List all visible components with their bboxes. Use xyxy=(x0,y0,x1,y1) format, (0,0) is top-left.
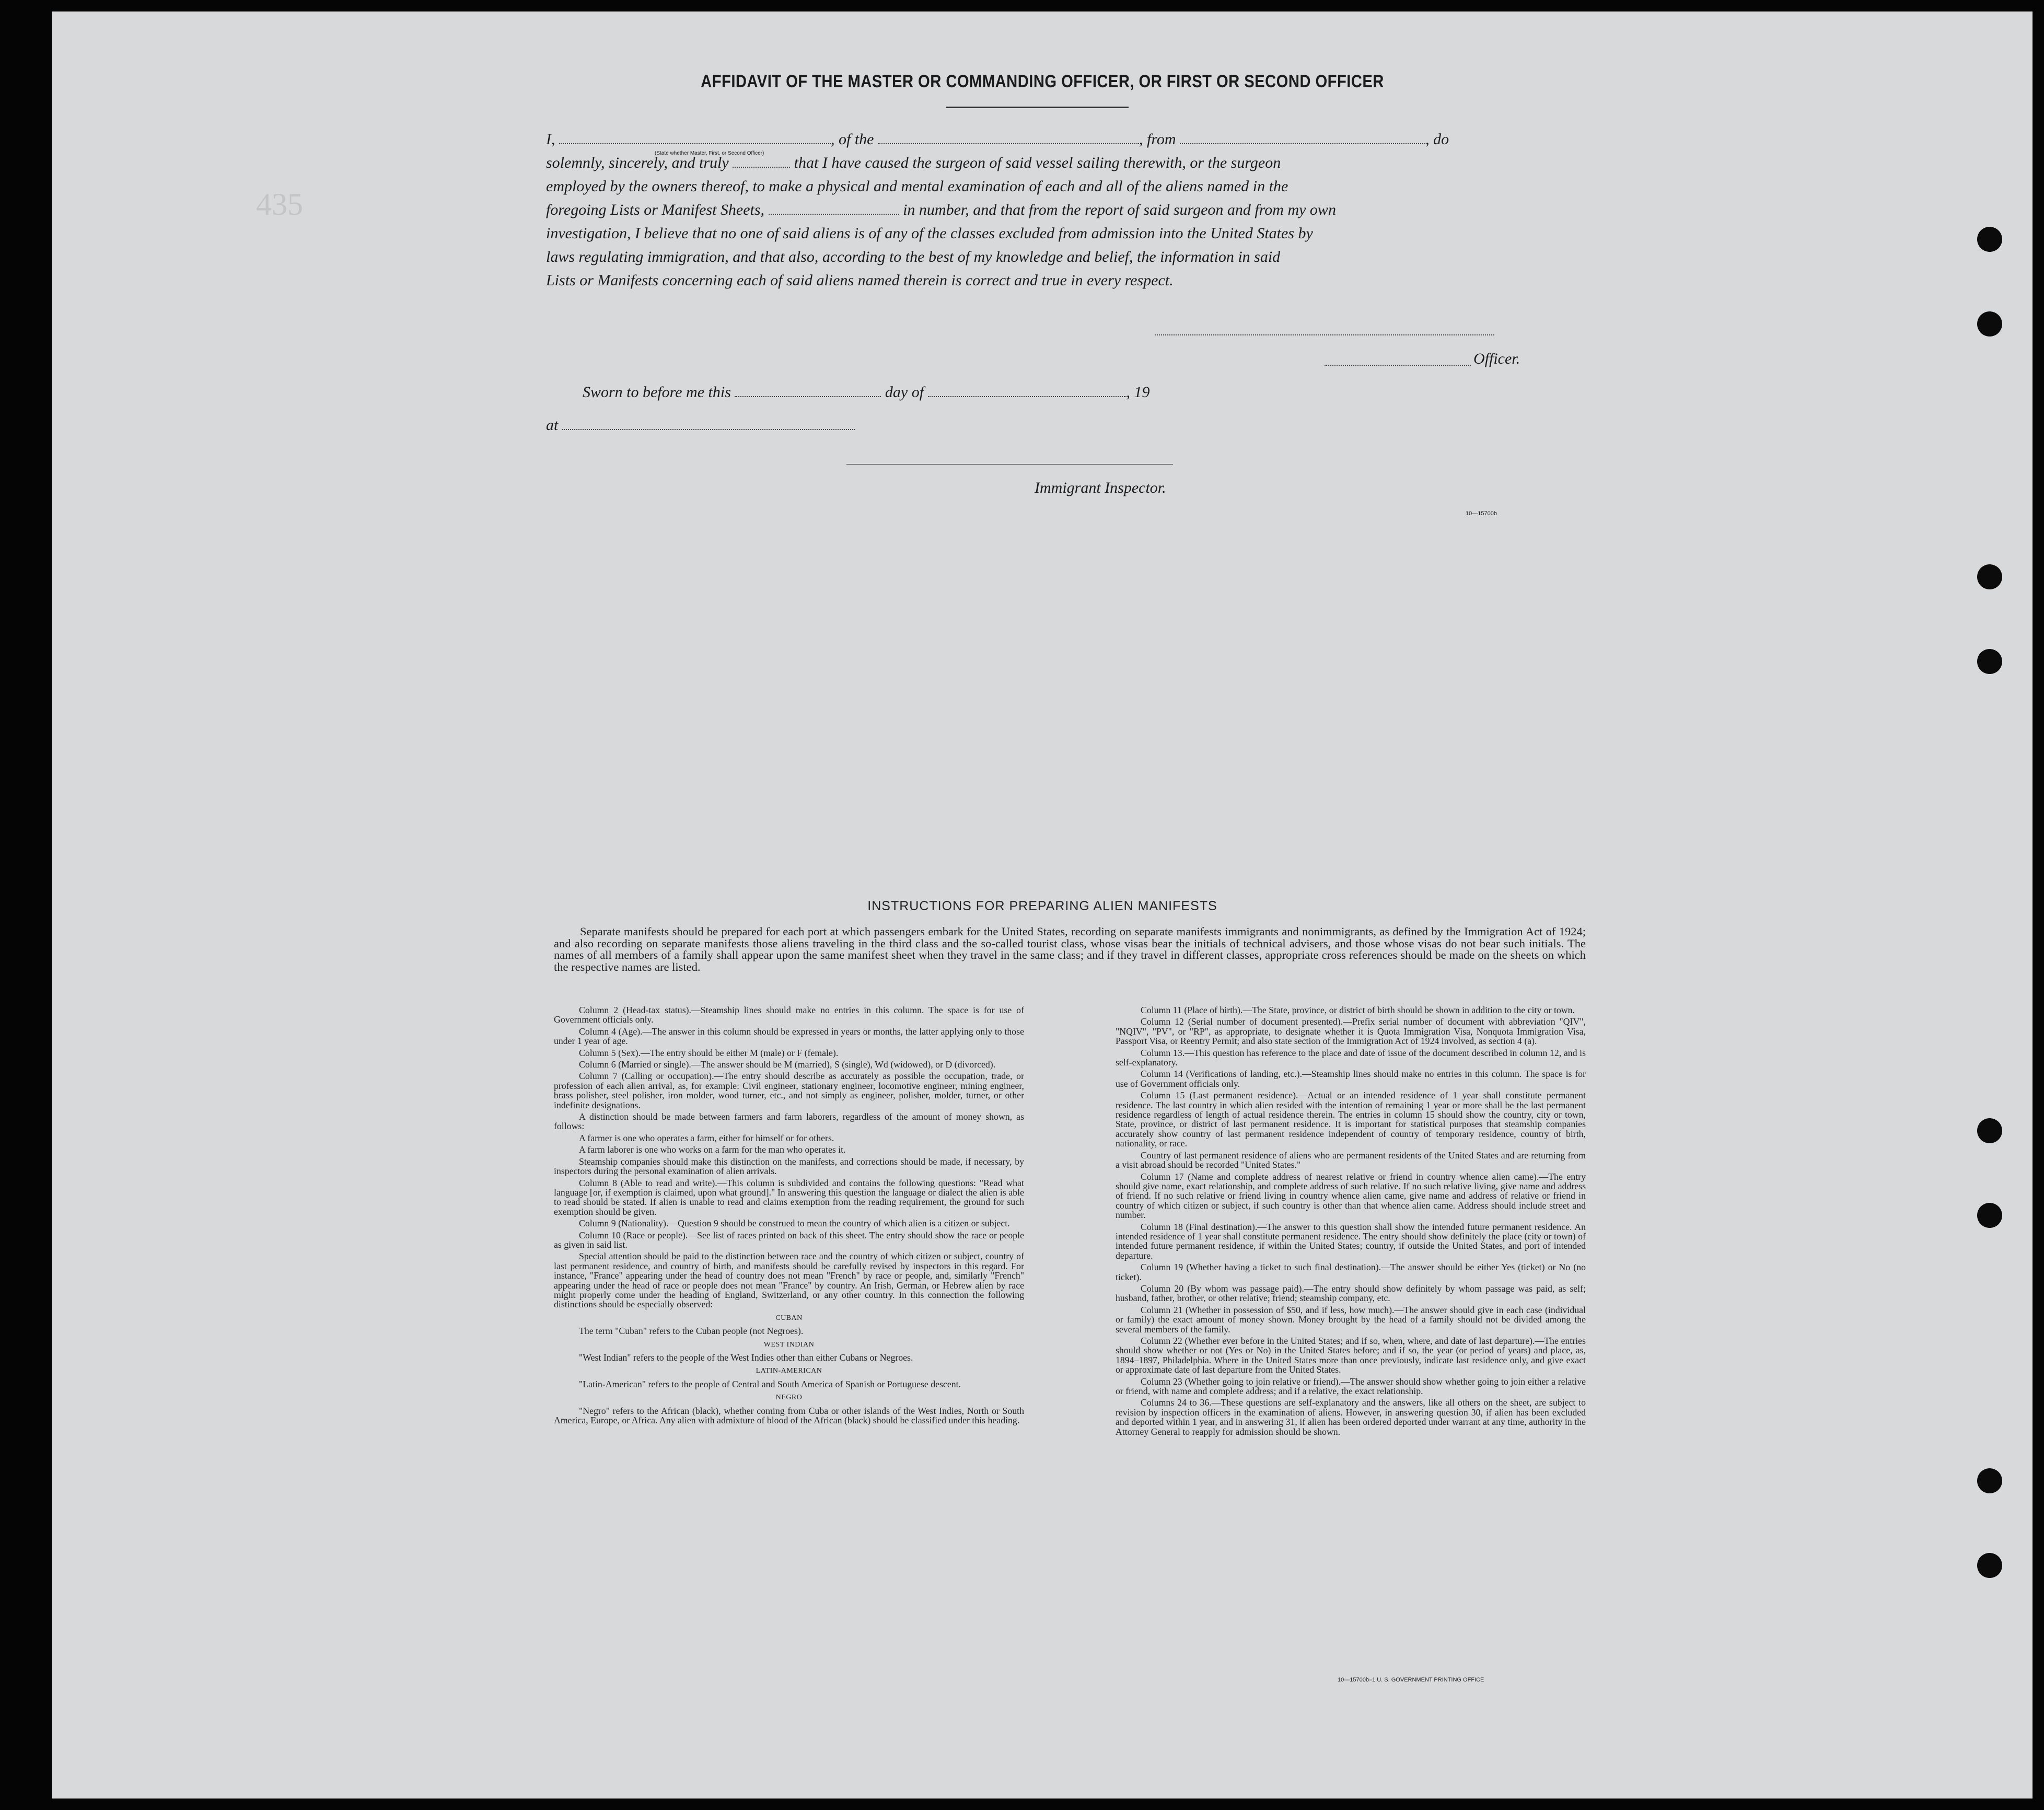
instruction-paragraph: Column 2 (Head-tax status).—Steamship lines should make no entries in this column. The space is for use of Government officials only. xyxy=(554,1005,1024,1025)
instruction-paragraph: Columns 24 to 36.—These questions are self-explanatory and the answers, like all others on the sheet, are subject to revision by inspection officers in the examination of aliens. However, in answering question 30, if alien has been excluded and deported within 1 year, and in answering 31, if alien has been ordered deported under warrant at any time, authority in the Attorney General to reapply for admission should be shown. xyxy=(1116,1397,1586,1437)
sworn-day-blank[interactable] xyxy=(735,387,881,397)
instruction-paragraph: Column 14 (Verifications of landing, etc.).—Steamship lines should make no entries in this column. The space is for use of Government officials only. xyxy=(1116,1069,1586,1089)
instruction-paragraph: Column 20 (By whom was passage paid).—The entry should show definitely by whom passage was paid, as self; husband, father, brother, or other relative; friend; steamship company, etc. xyxy=(1116,1283,1586,1304)
affidavit-line: foregoing Lists or Manifest Sheets, in number, and that from the report of said surgeon and from my own xyxy=(546,201,1336,218)
place-blank[interactable] xyxy=(562,420,855,430)
affidavit-line: employed by the owners thereof, to make a physical and mental examination of each and all of the aliens named in the xyxy=(546,178,1288,195)
punch-hole xyxy=(1977,1203,2002,1228)
instruction-paragraph: The term "Cuban" refers to the Cuban people (not Negroes). xyxy=(579,1326,804,1337)
instructions-right-column xyxy=(1116,1005,1586,1438)
punch-hole xyxy=(1977,649,2002,674)
sheet-count-blank[interactable] xyxy=(769,204,899,215)
instruction-paragraph: Column 5 (Sex).—The entry should be either M (male) or F (female). xyxy=(579,1047,839,1058)
instruction-paragraph: "West Indian" refers to the people of the West Indies other than either Cubans or Negroes. xyxy=(579,1352,913,1363)
affidavit-section xyxy=(52,11,2033,639)
instruction-paragraph: Column 10 (Race or people).—See list of races printed on back of this sheet. The entry should show the race or people as given in said list. xyxy=(554,1229,1024,1250)
sworn-line: Sworn to before me this day of , 19 xyxy=(583,384,1150,401)
instruction-paragraph: Column 9 (Nationality).—Question 9 should be construed to mean the country of which alien is a citizen or subject. xyxy=(579,1218,1010,1229)
officer-signature-line[interactable] xyxy=(1325,365,1471,366)
inspector-label: Immigrant Inspector. xyxy=(1035,479,1166,496)
instruction-paragraph: Column 8 (Able to read and write).—This column is subdivided and contains the following questions: "Read what language [or, if exemption is claimed, upon what ground]." In answering this question the language or dialect the alien is able to read should be stated. If alien is unable to read and claims exemption from the reading requirement, the ground for such exemption should be given. xyxy=(554,1177,1024,1217)
oath-blank[interactable] xyxy=(733,157,790,168)
instruction-paragraph: Country of last permanent residence of aliens who are permanent residents of the United States and are returning from a visit abroad should be recorded "United States." xyxy=(1116,1150,1586,1170)
instruction-paragraph: Column 13.—This question has reference to the place and date of issue of the document described in column 12, and is self-explanatory. xyxy=(1116,1047,1586,1068)
punch-hole xyxy=(1977,1553,2002,1578)
instruction-paragraph: Column 6 (Married or single).—The answer should be M (married), S (single), Wd (widowed), or D (divorced). xyxy=(579,1059,996,1070)
officer-signature-line[interactable] xyxy=(1155,334,1494,335)
manifest-sheet xyxy=(52,11,2033,1799)
instruction-paragraph: Column 4 (Age).—The answer in this column should be expressed in years or months, the latter applying only to those under 1 year of age. xyxy=(554,1026,1024,1047)
officer-rank-note: (State whether Master, First, or Second Officer) xyxy=(655,150,764,156)
punch-hole xyxy=(1977,1468,2002,1493)
instruction-paragraph: Column 22 (Whether ever before in the United States; and if so, when, where, and date of last departure).—The entries should show whether or not (Yes or No) in the United States before; and if so, the year (or period of years) and place, as, 1894–1897, Philadelphia. Where in the United States more than once previously, indicate last residence only, and give exact or approximate date of last departure from the United States. xyxy=(1116,1336,1586,1375)
form-number: 10—15700b xyxy=(1466,510,1497,517)
section-heading: WEST INDIAN xyxy=(763,1340,815,1349)
instruction-paragraph: A farm laborer is one who works on a farm for the man who operates it. xyxy=(579,1144,846,1155)
at-line: at xyxy=(546,416,855,434)
section-heading: NEGRO xyxy=(775,1394,803,1402)
instruction-paragraph: Column 19 (Whether having a ticket to such final destination).—The answer should be either Yes (ticket) or No (no ticket). xyxy=(1116,1262,1586,1282)
port-blank[interactable] xyxy=(1180,134,1425,144)
instruction-paragraph: Column 23 (Whether going to join relative or friend).—The answer should show whether going to join either a relative or friend, with name and complete address; and if a relative, the exact relationship. xyxy=(1116,1376,1586,1397)
instruction-paragraph: Column 17 (Name and complete address of nearest relative or friend in country whence alien came).—The entry should give name, exact relationship, and complete address of such relative. If no such relative living, give name and address of friend. If no such relative or friend living in country whence alien came, give name and address of relative or friend in country of which citizen or subject, if such country is other than that whence alien came. Address should include street and number. xyxy=(1116,1171,1586,1221)
instruction-paragraph: "Latin-American" refers to the people of Central and South America of Spanish or Portuguese descent. xyxy=(579,1378,961,1389)
vessel-blank[interactable] xyxy=(878,134,1139,144)
sworn-month-blank[interactable] xyxy=(928,387,1126,397)
section-heading: LATIN-AMERICAN xyxy=(756,1367,822,1375)
title-rule xyxy=(946,107,1129,108)
instruction-paragraph: Column 15 (Last permanent residence).—Actual or an intended residence of 1 year shall constitute permanent residence. The last country in which alien resided with the intention of remaining 1 year or more shall be the last permanent residence regardless of length of actual residence therein. The entries in column 15 should show the country, city or town, State, province, or district of last permanent residence. It is important for statistical purposes that steamship companies accurately show country of last permanent residence independent of country of temporary residence, country of birth, nationality, or race. xyxy=(1116,1090,1586,1149)
affidavit-line: investigation, I believe that no one of said aliens is of any of the classes excluded from admission into the United States by xyxy=(546,225,1313,242)
affidavit-line: Lists or Manifests concerning each of said aliens named therein is correct and true in every respect. xyxy=(546,272,1174,289)
instruction-paragraph: Column 12 (Serial number of document presented).—Prefix serial number of document with abbreviation "QIV", "NQIV", "PV", or "RP", as appropriate, to designate whether it is Quota Immigration Visa, Nonquota Immigration Visa, Passport Visa, or Reentry Permit; and also state section of the Immigration Act of 1924 involved, as section 4 (a). xyxy=(1116,1016,1586,1047)
instructions-intro: Separate manifests should be prepared for each port at which passengers embark for the United States, recording on separate manifests immigrants and nonimmigrants, as defined by the Immigration Act of 1924; and also recording on separate manifests those aliens traveling in the third class and the so-called tourist class, whose visas bear the initials of technical advisers, and those whose visas do not bear such initials. The names of all members of a family shall appear upon the same manifest sheet when they travel in the same class; and if they travel in different classes, appropriate cross references should be made on the sheets on which the respective names are listed. xyxy=(554,925,1586,973)
affidavit-line: I, , of the , from , do xyxy=(546,131,1449,148)
instruction-paragraph: Column 18 (Final destination).—The answer to this question shall show the intended future permanent residence. An intended residence of 1 year shall constitute permanent residence. The entry should show definitely the place (city or town) of intended future permanent residence, if within the United States; country, if outside the United States, and port of intended departure. xyxy=(1116,1221,1586,1261)
instruction-paragraph: Column 7 (Calling or occupation).—The entry should describe as accurately as possible the occupation, trade, or profession of each alien arrival, as, for example: Civil engineer, stationary engineer, locomotive engineer, mining engineer, brass polisher, steel polisher, iron molder, wood turner, etc., and not simply as engineer, polisher, molder, turner, or other indefinite designations. xyxy=(554,1071,1024,1110)
printer-footer: 10—15700b–1 U. S. GOVERNMENT PRINTING OFFICE xyxy=(1338,1677,1484,1683)
stray-mark: 435 xyxy=(256,187,303,222)
instruction-paragraph: A distinction should be made between farmers and farm laborers, regardless of the amount of money shown, as follows: xyxy=(554,1111,1024,1132)
instruction-paragraph: Column 11 (Place of birth).—The State, province, or district of birth should be shown in addition to the city or town. xyxy=(1141,1005,1575,1015)
inspector-signature-line[interactable] xyxy=(846,464,1173,465)
instruction-paragraph: Column 21 (Whether in possession of $50, and if less, how much).—The answer should give in each case (individual or family) the exact amount of money shown. Money brought by the head of a family should not be divided among the several members of the family. xyxy=(1116,1304,1586,1335)
affidavit-title: AFFIDAVIT OF THE MASTER OR COMMANDING OFFICER, OR FIRST OR SECOND OFFICER xyxy=(701,72,1384,91)
instruction-paragraph: Special attention should be paid to the distinction between race and the country of which citizen or subject, country of last permanent residence, and country of birth, and manifests should be carefully revised by inspectors in this regard. For instance, "France" appearing under the head of country does not mean "French" by race or people, and, similarly "French" appearing under the head of race or people does not mean "France" by country. An Irish, German, or Hebrew alien by race might properly come under the heading of England, Switzerland, or any other country. In this connection the following distinctions should be especially observed: xyxy=(554,1251,1024,1310)
instructions-title: INSTRUCTIONS FOR PREPARING ALIEN MANIFESTS xyxy=(867,899,1217,913)
instruction-paragraph: "Negro" refers to the African (black), whether coming from Cuba or other islands of the West Indies, North or South America, Europe, or Africa. Any alien with admixture of blood of the African (black) should be classified under this heading. xyxy=(554,1405,1024,1426)
affidavit-line: laws regulating immigration, and that also, according to the best of my knowledge and belief, the information in said xyxy=(546,248,1281,265)
punch-hole xyxy=(1977,1118,2002,1143)
instruction-paragraph: A farmer is one who operates a farm, either for himself or for others. xyxy=(579,1132,834,1143)
section-heading: CUBAN xyxy=(775,1314,803,1322)
instruction-paragraph: Steamship companies should make this distinction on the manifests, and corrections should be made, if necessary, by inspectors during the personal examination of alien arrivals. xyxy=(554,1156,1024,1177)
officer-label: Officer. xyxy=(1473,350,1520,367)
officer-rank-blank[interactable] xyxy=(559,134,831,144)
instructions-left-column xyxy=(554,1005,1024,1427)
affidavit-line: solemnly, sincerely, and truly that I have caused the surgeon of said vessel sailing therewith, or the surgeon xyxy=(546,154,1281,171)
